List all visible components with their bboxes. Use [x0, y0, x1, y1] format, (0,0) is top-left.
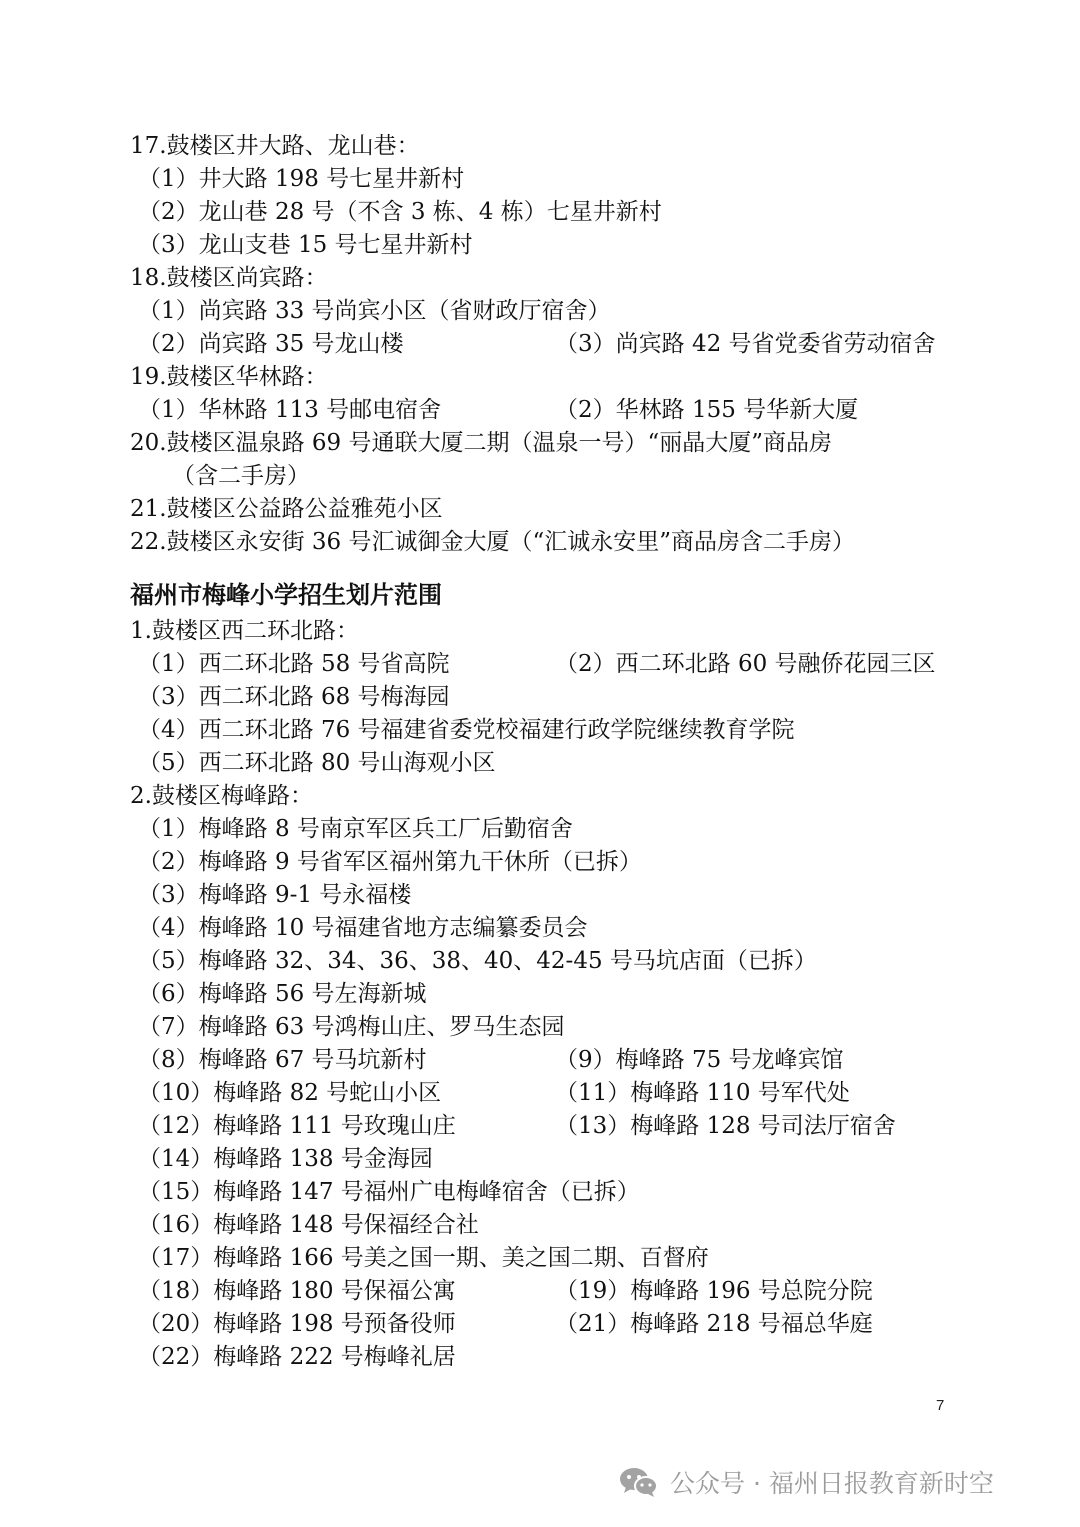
list-item-title: 1.鼓楼区西二环北路： [130, 618, 359, 644]
sub-item-row [130, 163, 990, 196]
list-item-title: 19.鼓楼区华林路： [130, 364, 328, 390]
sub-item-row [130, 394, 990, 427]
wechat-icon [618, 1465, 660, 1499]
sub-item-row [130, 295, 990, 328]
sub-item: （1）井大路 198 号七星井新村 [138, 166, 465, 192]
section-gulou-continued [130, 130, 990, 559]
list-item-title: 22.鼓楼区永安街 36 号汇诚御金大厦（“汇诚永安里”商品房含二手房） [130, 529, 855, 555]
sub-item: （4）梅峰路 10 号福建省地方志编纂委员会 [138, 915, 588, 941]
sub-item: （13）梅峰路 128 号司法厅宿舍 [555, 1113, 896, 1139]
sub-item: （4）西二环北路 76 号福建省委党校福建行政学院继续教育学院 [138, 717, 795, 743]
watermark [618, 1457, 994, 1507]
sub-item: （1）尚宾路 33 号尚宾小区（省财政厅宿舍） [138, 298, 611, 324]
sub-item: （20）梅峰路 198 号预备役师 [138, 1311, 456, 1337]
sub-item-row [130, 1110, 990, 1143]
sub-item-row [130, 813, 990, 846]
sub-item: （3）西二环北路 68 号梅海园 [138, 684, 450, 710]
list-item-title: 17.鼓楼区井大路、龙山巷： [130, 133, 420, 159]
sub-item-row [130, 714, 990, 747]
sub-item: （3）梅峰路 9-1 号永福楼 [138, 882, 412, 908]
sub-item-row [130, 1176, 990, 1209]
sub-item: （6）梅峰路 56 号左海新城 [138, 981, 427, 1007]
sub-item-row [130, 1275, 990, 1308]
section-heading: 福州市梅峰小学招生划片范围 [130, 581, 442, 609]
sub-item-row [130, 1209, 990, 1242]
sub-item-row [130, 912, 990, 945]
sub-item: （12）梅峰路 111 号玫瑰山庄 [138, 1113, 456, 1139]
sub-item: （1）梅峰路 8 号南京军区兵工厂后勤宿舍 [138, 816, 573, 842]
sub-item: （2）华林路 155 号华新大厦 [555, 397, 859, 423]
sub-item: （2）尚宾路 35 号龙山楼 [138, 331, 404, 357]
sub-item-row [130, 328, 990, 361]
list-item-title: 20.鼓楼区温泉路 69 号通联大厦二期（温泉一号）“丽晶大厦”商品房 [130, 430, 832, 456]
sub-item: （9）梅峰路 75 号龙峰宾馆 [555, 1047, 844, 1073]
section-spacer [130, 559, 990, 577]
sub-item: （21）梅峰路 218 号福总华庭 [555, 1311, 873, 1337]
sub-item: （2）梅峰路 9 号省军区福州第九干休所（已拆） [138, 849, 642, 875]
sub-item-row [130, 648, 990, 681]
section-meifeng [130, 615, 990, 1374]
list-item-continuation: （含二手房） [172, 463, 310, 489]
sub-item: （16）梅峰路 148 号保福经合社 [138, 1212, 479, 1238]
sub-item: （1）华林路 113 号邮电宿舍 [138, 397, 442, 423]
document-body [130, 130, 990, 1374]
page-number: 7 [936, 1397, 945, 1414]
sub-item: （11）梅峰路 110 号军代处 [555, 1080, 850, 1106]
sub-item: （5）梅峰路 32、34、36、38、40、42-45 号马坑店面（已拆） [138, 948, 817, 974]
sub-item: （8）梅峰路 67 号马坑新村 [138, 1047, 427, 1073]
sub-item-row [130, 1341, 990, 1374]
sub-item-row [130, 978, 990, 1011]
sub-item: （3）龙山支巷 15 号七星井新村 [138, 232, 473, 258]
list-item-title: 2.鼓楼区梅峰路： [130, 783, 313, 809]
sub-item: （7）梅峰路 63 号鸿梅山庄、罗马生态园 [138, 1014, 565, 1040]
list-item-title: 21.鼓楼区公益路公益雅苑小区 [130, 496, 443, 522]
sub-item-row [130, 945, 990, 978]
sub-item-row [130, 1077, 990, 1110]
sub-item: （22）梅峰路 222 号梅峰礼居 [138, 1344, 456, 1370]
sub-item: （19）梅峰路 196 号总院分院 [555, 1278, 873, 1304]
sub-item: （15）梅峰路 147 号福州广电梅峰宿舍（已拆） [138, 1179, 640, 1205]
sub-item-row [130, 846, 990, 879]
sub-item-row [130, 681, 990, 714]
sub-item-row [130, 1308, 990, 1341]
watermark-text: 公众号 · 福州日报教育新时空 [670, 1469, 994, 1498]
sub-item: （3）尚宾路 42 号省党委省劳动宿舍 [555, 331, 936, 357]
sub-item-row [130, 229, 990, 262]
sub-item: （2）西二环北路 60 号融侨花园三区 [555, 651, 936, 677]
sub-item: （14）梅峰路 138 号金海园 [138, 1146, 433, 1172]
sub-item-row [130, 747, 990, 780]
sub-item-row [130, 1011, 990, 1044]
sub-item: （2）龙山巷 28 号（不含 3 栋、4 栋）七星井新村 [138, 199, 662, 225]
sub-item: （10）梅峰路 82 号蛇山小区 [138, 1080, 442, 1106]
sub-item: （18）梅峰路 180 号保福公寓 [138, 1278, 456, 1304]
sub-item-row [130, 196, 990, 229]
sub-item-row [130, 1143, 990, 1176]
sub-item-row [130, 879, 990, 912]
sub-item: （1）西二环北路 58 号省高院 [138, 651, 450, 677]
sub-item-row [130, 1242, 990, 1275]
sub-item: （17）梅峰路 166 号美之国一期、美之国二期、百督府 [138, 1245, 709, 1271]
sub-item: （5）西二环北路 80 号山海观小区 [138, 750, 496, 776]
list-item-title: 18.鼓楼区尚宾路： [130, 265, 328, 291]
sub-item-row [130, 1044, 990, 1077]
